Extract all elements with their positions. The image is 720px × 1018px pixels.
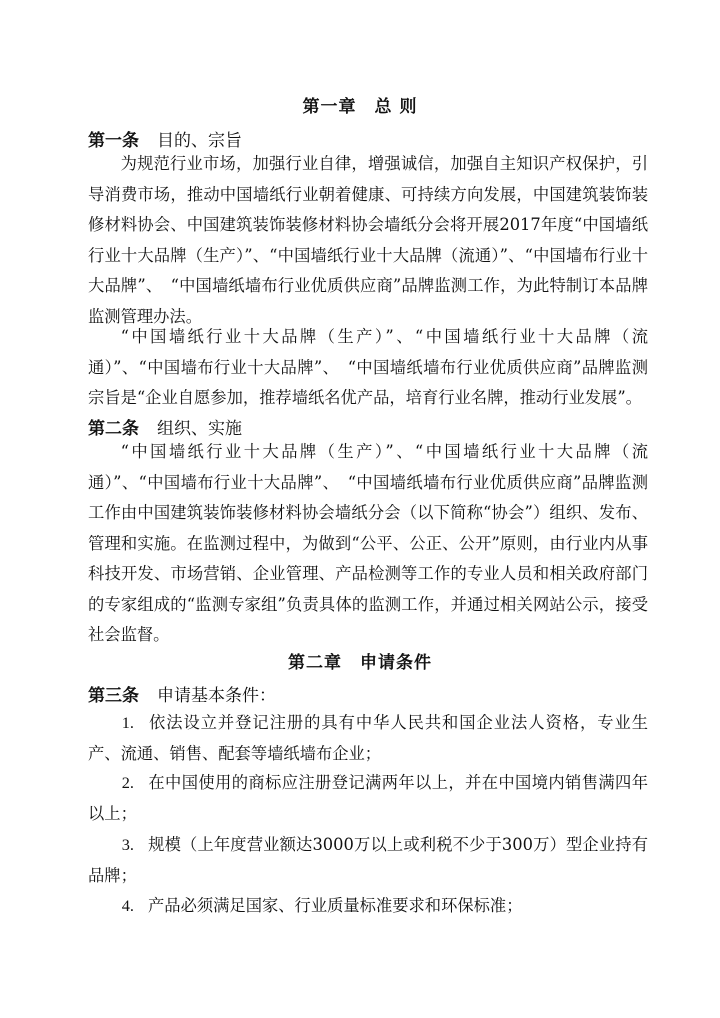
list-item-number: 3. xyxy=(121,835,134,854)
article-1-number: 第一条 xyxy=(88,131,139,151)
list-item xyxy=(88,830,648,891)
list-item-text: 在中国使用的商标应注册登记满两年以上，并在中国境内销售满四年以上； xyxy=(88,773,648,823)
article-2-heading xyxy=(88,414,242,439)
list-item xyxy=(88,768,648,829)
article-3-number: 第三条 xyxy=(88,686,139,706)
article-2-topic: 组织、实施 xyxy=(157,419,242,439)
chapter-2-title: 第二章 申请条件 xyxy=(288,653,432,673)
article-1-paragraph-1: 为规范行业市场，加强行业自律，增强诚信，加强自主知识产权保护，引导消费市场，推动中国墙纸行业朝着健康、可持续方向发展，中国建筑装饰装修材料协会、中国建筑装饰装修材料协会墙纸分会将开展2017年度“中国墙纸行业十大品牌（生产）”、“中国墙纸行业十大品牌（流通）”、“中国墙布行业十大品牌”、 “中国墙纸墙布行业优质供应商”品牌监测工作，为此特制订本品牌监测管理办法。 xyxy=(88,154,648,326)
list-item-text: 产品必须满足国家、行业质量标准要求和环保标准； xyxy=(148,896,523,915)
article-1-topic: 目的、宗旨 xyxy=(157,131,242,151)
list-item-text: 规模（上年度营业额达3000万以上或利税不少于300万）型企业持有品牌； xyxy=(88,835,648,885)
list-item-number: 1. xyxy=(121,713,134,732)
list-item-text: 依法设立并登记注册的具有中华人民共和国企业法人资格，专业生产、流通、销售、配套等墙纸墙布企业； xyxy=(88,713,648,763)
article-1-heading xyxy=(88,126,242,151)
chapter-1-title: 第一章 总 则 xyxy=(302,97,418,117)
article-2-paragraph-1: “中国墙纸行业十大品牌（生产）”、“中国墙纸行业十大品牌（流通）”、“中国墙布行业十大品牌”、 “中国墙纸墙布行业优质供应商”品牌监测工作由中国建筑装饰装修材料协会墙纸分会（以下简称“协会”）组织、发布、管理和实施。在监测过程中，为做到“公平、公正、公开”原则，由行业内从事科技开发、市场营销、企业管理、产品检测等工作的专业人员和相关政府部门的专家组成的“监测专家组”负责具体的监测工作，并通过相关网站公示，接受社会监督。 xyxy=(88,442,648,644)
article-3-topic: 申请基本条件： xyxy=(157,686,276,706)
list-item-number: 4. xyxy=(121,896,134,915)
article-2-number: 第二条 xyxy=(88,419,139,439)
list-item xyxy=(88,708,648,769)
article-3-heading xyxy=(88,681,276,706)
article-1-paragraph-2: “中国墙纸行业十大品牌（生产）”、“中国墙纸行业十大品牌（流通）”、“中国墙布行业十大品牌”、 “中国墙纸墙布行业优质供应商”品牌监测宗旨是“企业自愿参加，推荐墙纸名优产品，培育行业名牌，推动行业发展”。 xyxy=(88,327,648,407)
list-item-number: 2. xyxy=(121,773,134,792)
list-item xyxy=(88,891,648,922)
